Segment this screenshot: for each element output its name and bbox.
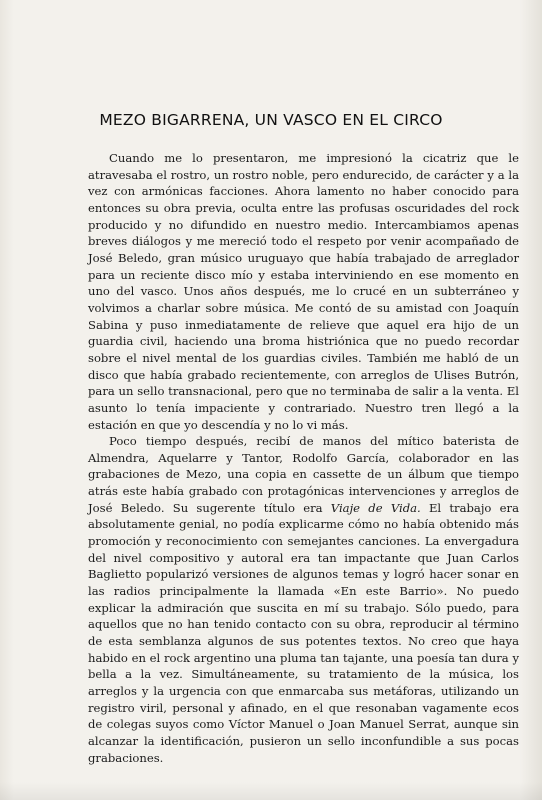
paragraph-2 (88, 433, 519, 766)
page-bottom-shadow (0, 782, 542, 800)
paragraph-1: Cuando me lo presentaron, me impresionó la cicatriz que le atravesaba el rostro, un rostro noble, pero endurecido, de carácter y a la vez con armónicas facciones. Ahora lamento no haber conocido para entonces su obra previa, oculta entre las profusas oscuridades del rock producido y no difundido en nuestro medio. Intercambiamos apenas breves diálogos y me mereció todo el respeto por venir acompañado de José Beledo, gran músico uruguayo que había trabajado de arreglador para un reciente disco mío y estaba interviniendo en ese momento en uno del vasco. Unos años después, me lo crucé en un subterráneo y volvimos a charlar sobre música. Me contó de su amistad con Joaquín Sabina y puso inmediatamente de relieve que aquel era hijo de un guardia civil, haciendo una broma histriónica que no puedo recordar sobre el nivel mental de los guardias civiles. También me habló de un disco que había grabado recientemente, con arreglos de Ulises Butrón, para un sello transnacional, pero que no terminaba de salir a la venta. El asunto lo tenía impaciente y contrariado. Nuestro tren llegó a la estación en que yo descendía y no lo vi más. (88, 151, 519, 432)
chapter-title: MEZO BIGARRENA, UN VASCO EN EL CIRCO (99, 111, 443, 130)
album-title: Viaje de Vida. (330, 500, 421, 515)
paragraph-2-text-a: Poco tiempo después, recibí de manos del mítico baterista de Almendra, Aquelarre y Tantor, Rodolfo García, colaborador en las grabaciones de Mezo, una copia en cassette de un álbum que tiempo atrás este había grabado con protagónicas intervenciones y arreglos de José Beledo. Su sugerente título era (88, 434, 519, 515)
chapter-body (88, 150, 519, 766)
paragraph-2-text-b: El trabajo era absolutamente genial, no podía explicarme cómo no había obtenido más promoción y reconocimiento con semejantes canciones. La envergadura del nivel compositivo y autoral era tan impactante que Juan Carlos Baglietto popularizó versiones de algunos temas y logró hacer sonar en las radios principalmente la llamada «En este Barrio». No puedo explicar la admiración que suscita en mí su trabajo. Sólo puedo, para aquellos que no han tenido contacto con su obra, reproducir al término de esta semblanza algunos de sus potentes textos. No creo que haya habido en el rock argentino una pluma tan tajante, una poesía tan dura y bella a la vez. Simultáneamente, su tratamiento de la música, los arreglos y la urgencia con que enmarcaba sus metáforas, utilizando un registro viril, personal y afinado, en el que resonaban vagamente ecos de colegas suyos como Víctor Manuel o Joan Manuel Serrat, aunque sin alcanzar la identificación, pusieron un sello inconfundible a sus pocas grabaciones. (88, 500, 519, 765)
